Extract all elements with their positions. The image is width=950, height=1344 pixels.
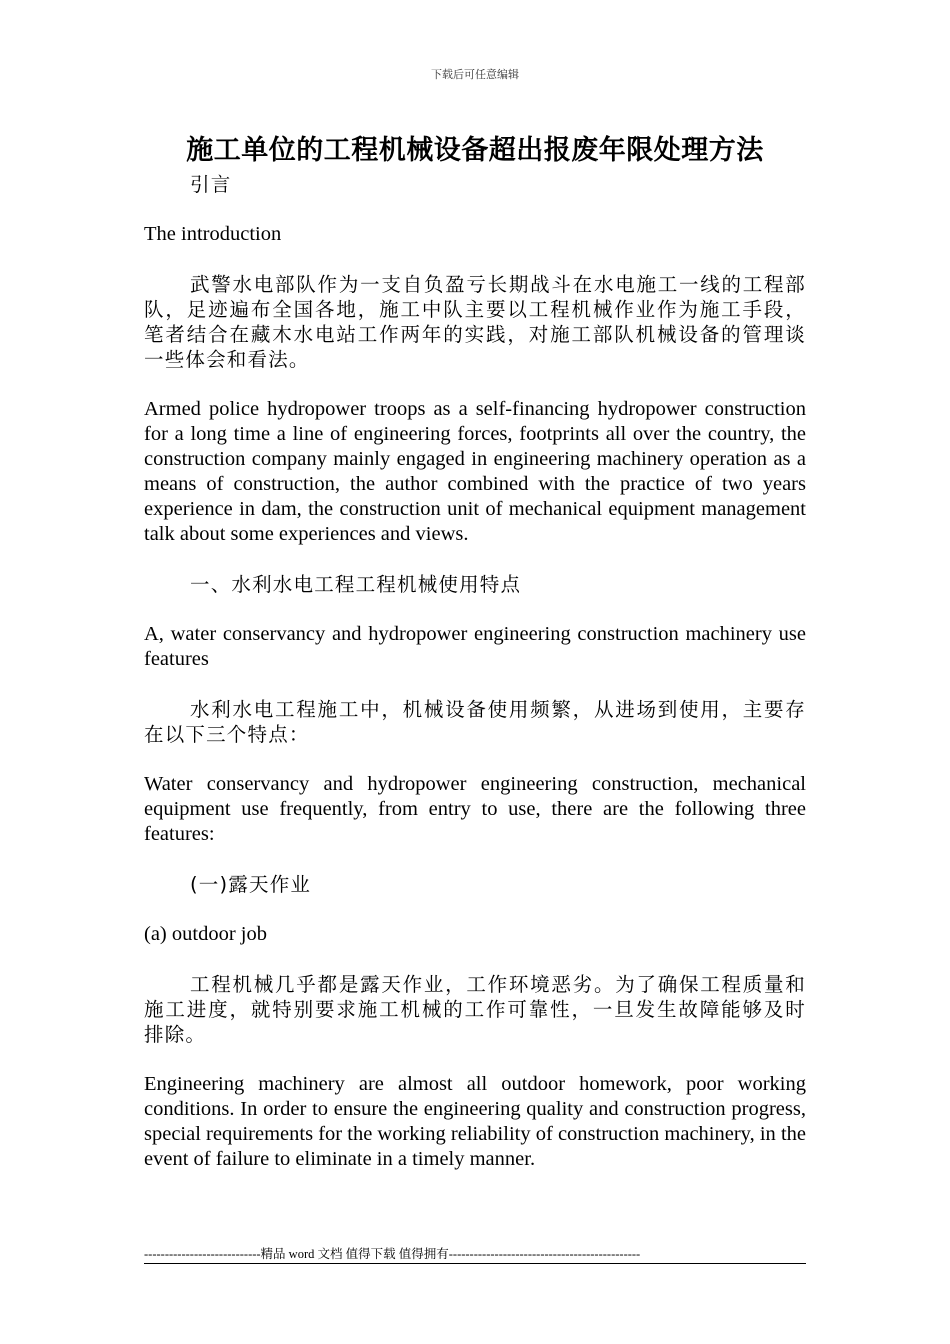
subheading-outdoor-en: (a) outdoor job — [144, 923, 267, 945]
footer-note: ----------------------------精品 word 文档 值得下载 值得拥有---------------------------------------------- — [144, 1247, 641, 1261]
paragraph-features-cn: 水利水电工程施工中，机械设备使用频繁，从进场到使用，主要存在以下三个特点： — [144, 698, 806, 746]
paragraph-intro-cn: 引言 — [190, 173, 232, 196]
paragraph-features-en: Water conservancy and hydropower engineering construction, mechanical equipment use frequently, from entry to use, there are the following three features: — [144, 773, 806, 845]
footer-divider — [144, 1263, 806, 1264]
paragraph-background-cn: 武警水电部队作为一支自负盈亏长期战斗在水电施工一线的工程部队，足迹遍布全国各地，施工中队主要以工程机械作业作为施工手段，笔者结合在藏木水电站工作两年的实践，对施工部队机械设备的管理谈一些体会和看法。 — [144, 273, 806, 371]
section-heading-en: A, water conservancy and hydropower engineering construction machinery use features — [144, 623, 806, 670]
header-note: 下载后可任意编辑 — [431, 68, 519, 81]
document-title: 施工单位的工程机械设备超出报废年限处理方法 — [186, 135, 764, 166]
paragraph-outdoor-en: Engineering machinery are almost all outdoor homework, poor working conditions. In order to ensure the engineering quality and construction progress, special requirements for the working reliability of construction machinery, in the event of failure to eliminate in a timely manner. — [144, 1073, 806, 1170]
paragraph-intro-en: The introduction — [144, 223, 282, 245]
paragraph-outdoor-cn: 工程机械几乎都是露天作业，工作环境恶劣。为了确保工程质量和施工进度，就特别要求施工机械的工作可靠性，一旦发生故障能够及时排除。 — [144, 973, 806, 1046]
paragraph-background-en: Armed police hydropower troops as a self-financing hydropower construction for a long time a line of engineering forces, footprints all over the country, the construction company mainly engaged in engineering machinery operation as a means of construction, the author combined with the practice of two years experience in dam, the construction unit of mechanical equipment management talk about some experiences and views. — [144, 398, 806, 545]
section-heading-cn: 一、水利水电工程工程机械使用特点 — [190, 573, 522, 596]
document-body — [144, 172, 806, 1172]
subheading-outdoor-cn: (一)露天作业 — [190, 873, 312, 896]
